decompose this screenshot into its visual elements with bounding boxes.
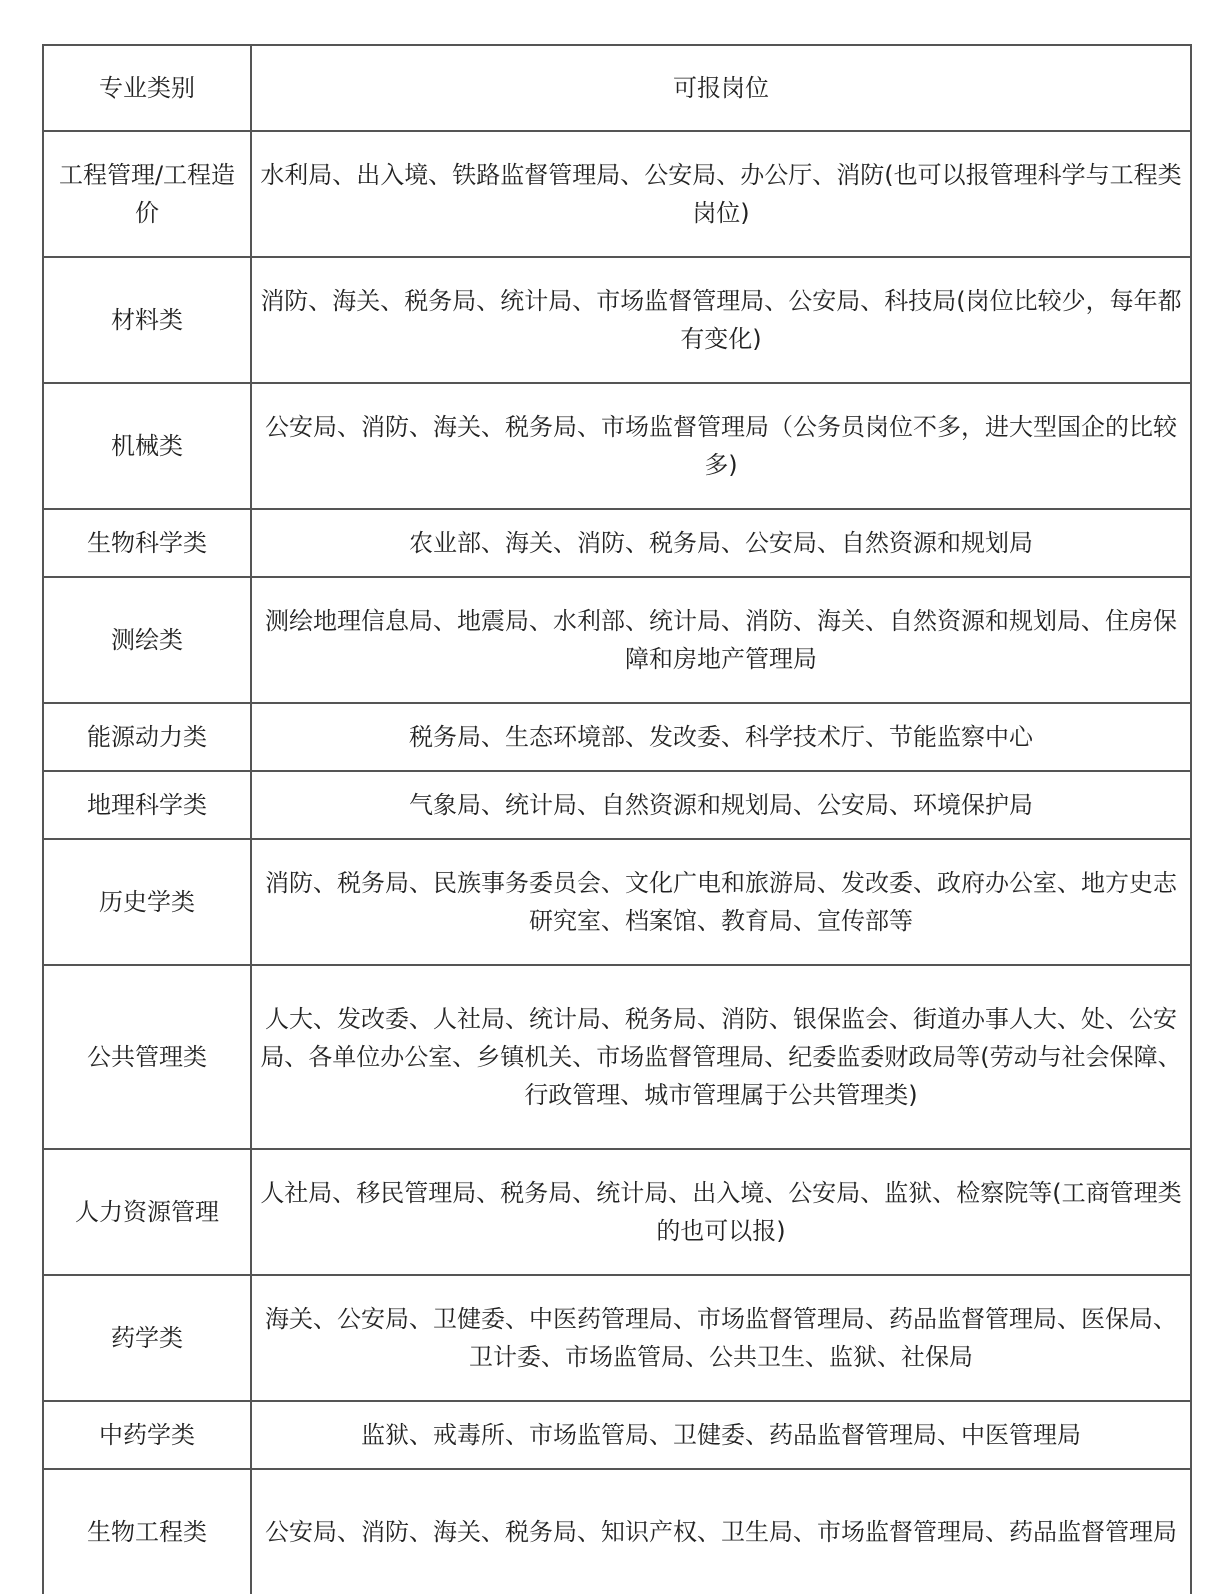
table-row <box>43 509 1191 577</box>
header-positions: 可报岗位 <box>251 45 1191 131</box>
row-positions: 气象局、统计局、自然资源和规划局、公安局、环境保护局 <box>251 771 1191 839</box>
table-row <box>43 257 1191 383</box>
row-category: 能源动力类 <box>43 703 251 771</box>
row-positions: 公安局、消防、海关、税务局、市场监督管理局（公务员岗位不多，进大型国企的比较多) <box>251 383 1191 509</box>
table-row <box>43 771 1191 839</box>
row-positions: 消防、海关、税务局、统计局、市场监督管理局、公安局、科技局(岗位比较少，每年都有变化) <box>251 257 1191 383</box>
row-positions: 人社局、移民管理局、税务局、统计局、出入境、公安局、监狱、检察院等(工商管理类的也可以报) <box>251 1149 1191 1275</box>
table-row <box>43 839 1191 965</box>
position-table-container <box>42 44 1192 1594</box>
row-positions: 监狱、戒毒所、市场监管局、卫健委、药品监督管理局、中医管理局 <box>251 1401 1191 1469</box>
row-category: 材料类 <box>43 257 251 383</box>
table-row <box>43 1149 1191 1275</box>
row-category: 公共管理类 <box>43 965 251 1149</box>
row-category: 工程管理/工程造价 <box>43 131 251 257</box>
table-row <box>43 965 1191 1149</box>
row-positions: 测绘地理信息局、地震局、水利部、统计局、消防、海关、自然资源和规划局、住房保障和房地产管理局 <box>251 577 1191 703</box>
row-positions: 消防、税务局、民族事务委员会、文化广电和旅游局、发改委、政府办公室、地方史志研究室、档案馆、教育局、宣传部等 <box>251 839 1191 965</box>
row-category: 生物工程类 <box>43 1469 251 1594</box>
row-category: 地理科学类 <box>43 771 251 839</box>
table-row <box>43 577 1191 703</box>
row-positions: 农业部、海关、消防、税务局、公安局、自然资源和规划局 <box>251 509 1191 577</box>
row-positions: 税务局、生态环境部、发改委、科学技术厅、节能监察中心 <box>251 703 1191 771</box>
table-row <box>43 383 1191 509</box>
row-category: 生物科学类 <box>43 509 251 577</box>
row-category: 人力资源管理 <box>43 1149 251 1275</box>
table-header-row <box>43 45 1191 131</box>
row-category: 测绘类 <box>43 577 251 703</box>
row-positions: 水利局、出入境、铁路监督管理局、公安局、办公厅、消防(也可以报管理科学与工程类岗位) <box>251 131 1191 257</box>
row-category: 机械类 <box>43 383 251 509</box>
row-positions: 人大、发改委、人社局、统计局、税务局、消防、银保监会、街道办事人大、处、公安局、各单位办公室、乡镇机关、市场监督管理局、纪委监委财政局等(劳动与社会保障、行政管理、城市管理属于公共管理类) <box>251 965 1191 1149</box>
table-row <box>43 703 1191 771</box>
table-row <box>43 1275 1191 1401</box>
row-category: 中药学类 <box>43 1401 251 1469</box>
row-category: 历史学类 <box>43 839 251 965</box>
row-positions: 公安局、消防、海关、税务局、知识产权、卫生局、市场监督管理局、药品监督管理局 <box>251 1469 1191 1594</box>
row-positions: 海关、公安局、卫健委、中医药管理局、市场监督管理局、药品监督管理局、医保局、卫计委、市场监管局、公共卫生、监狱、社保局 <box>251 1275 1191 1401</box>
major-position-table <box>42 44 1192 1594</box>
row-category: 药学类 <box>43 1275 251 1401</box>
header-category: 专业类别 <box>43 45 251 131</box>
table-row <box>43 131 1191 257</box>
table-row <box>43 1401 1191 1469</box>
table-row <box>43 1469 1191 1594</box>
